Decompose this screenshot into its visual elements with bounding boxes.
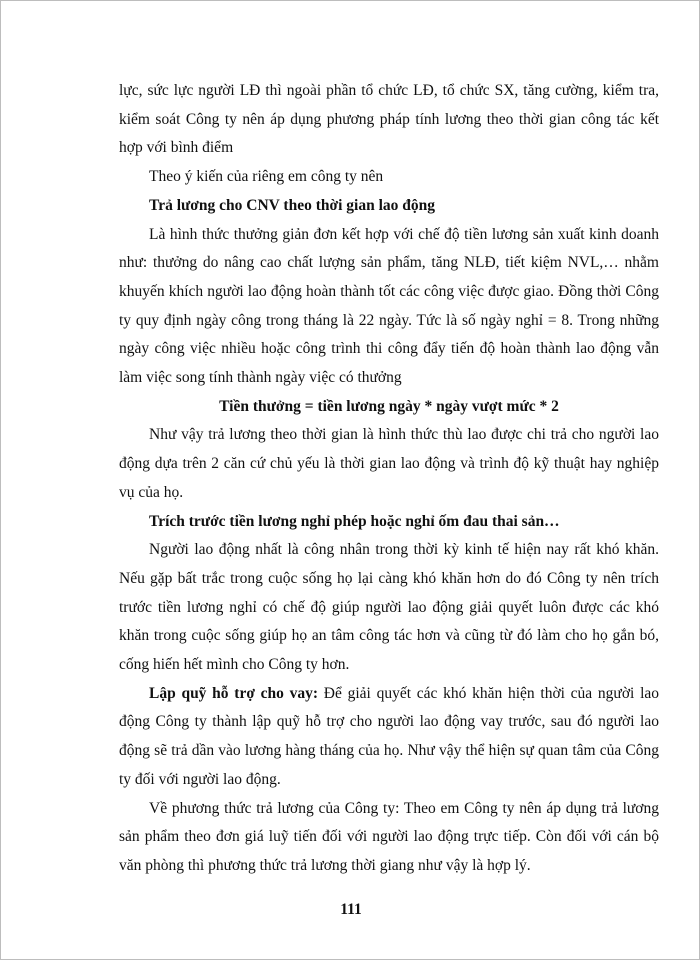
loan-fund-text: Để giải quyết các khó khăn hiện thời của người lao động Công ty thành lập quỹ hỗ trợ cho người lao động vay trước, sau đó người lao động sẽ trả dần vào lương hàng tháng của họ. Như vậy thể hiện sự quan tâm của Công ty đối với người lao động. <box>119 684 660 788</box>
paragraph-opinion: Theo ý kiến của riêng em công ty nên <box>149 168 384 186</box>
heading-leave-provision: Trích trước tiền lương nghỉ phép hoặc nghỉ ốm đau thai sản… <box>149 512 560 530</box>
paragraph-time-wage-summary: Như vậy trả lương theo thời gian là hình thức thù lao được chi trả cho người lao động dựa trên 2 căn cứ chủ yếu là thời gian lao động và trình độ kỹ thuật hay nghiệp vụ của họ. <box>119 426 659 501</box>
loan-fund-label: Lập quỹ hỗ trợ cho vay: <box>149 684 319 702</box>
paragraph-loan-fund <box>119 680 659 795</box>
page-body <box>119 77 659 881</box>
paragraph-bonus-description: Là hình thức thưởng giản đơn kết hợp với chế độ tiền lương sản xuất kinh doanh như: thưởng do nâng cao chất lượng sản phẩm, tăng NLĐ, tiết kiệm NVL,… nhằm khuyến khích người lao động hoàn thành tốt các công việc được giao. Đồng thời Công ty quy định ngày công trong tháng là 22 ngày. Tức là số ngày nghỉ = 8. Trong những ngày công việc nhiều hoặc công trình thi công đẩy tiến độ hoàn thành lao động vẫn làm việc song tính thành ngày việc có thưởng <box>119 225 659 387</box>
bonus-formula: Tiền thưởng = tiền lương ngày * ngày vượt mức * 2 <box>219 397 559 415</box>
heading-time-wage: Trả lương cho CNV theo thời gian lao động <box>149 196 435 214</box>
page-number: 111 <box>340 901 362 918</box>
paragraph-payment-method: Về phương thức trả lương của Công ty: Theo em Công ty nên áp dụng trả lương sản phẩm theo đơn giá luỹ tiến đối với người lao động trực tiếp. Còn đối với cán bộ văn phòng thì phương thức trả lương thời giang như vậy là hợp lý. <box>119 799 659 874</box>
paragraph-continuation: lực, sức lực người LĐ thì ngoài phần tổ chức LĐ, tổ chức SX, tăng cường, kiểm tra, kiểm soát Công ty nên áp dụng phương pháp tính lương theo thời gian công tác kết hợp với bình điểm <box>119 82 659 157</box>
paragraph-leave-provision: Người lao động nhất là công nhân trong thời kỳ kinh tế hiện nay rất khó khăn. Nếu gặp bất trắc trong cuộc sống họ lại càng khó khăn hơn do đó Công ty nên trích trước tiền lương nghỉ có chế độ giúp người lao động giải quyết luôn được các khó khăn trong cuộc sống giúp họ an tâm công tác hơn và cũng từ đó làm cho họ gắn bó, cống hiến hết mình cho Công ty hơn. <box>119 541 659 674</box>
